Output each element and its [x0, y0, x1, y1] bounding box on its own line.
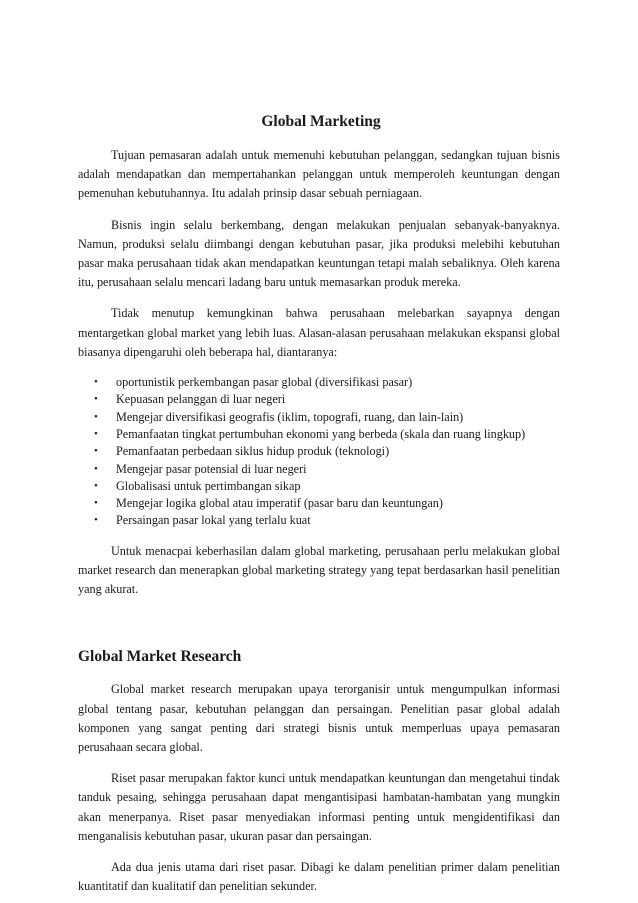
list-item-text: Kepuasan pelanggan di luar negeri [116, 392, 286, 407]
list-item-text: Mengejar logika global atau imperatif (pasar baru dan keuntungan) [116, 496, 443, 511]
list-item-text: Mengejar pasar potensial di luar negeri [116, 461, 307, 476]
bullet-icon: • [94, 393, 98, 406]
list-item [78, 478, 560, 495]
bullet-icon: • [94, 445, 98, 458]
section-paragraph: Ada dua jenis utama dari riset pasar. Dibagi ke dalam penelitian primer dalam penelitian kuantitatif dan kualitatif dan penelitian sekunder. [78, 859, 560, 894]
list-item-text: Persaingan pasar lokal yang terlalu kuat [116, 513, 311, 528]
section-paragraph: Riset pasar merupakan faktor kunci untuk mendapatkan keuntungan dan mengetahui tindak tanduk pesaing, sehingga perusahaan dapat mengantisipasi hambatan-hambatan yang mungkin akan menerpanya. Riset pasar menyediakan informasi penting untuk mengidentifikasi dan menganalisis kebutuhan pasar, ukuran pasar dan persaingan. [78, 771, 560, 843]
list-item-text: oportunistik perkembangan pasar global (diversifikasi pasar) [116, 375, 413, 390]
bullet-icon: • [94, 479, 98, 492]
list-item [78, 426, 560, 443]
bullet-icon: • [94, 497, 98, 510]
reasons-list [78, 374, 560, 530]
bullet-icon: • [94, 410, 98, 423]
list-item-text: Mengejar diversifikasi geografis (iklim, topografi, ruang, dan lain-lain) [116, 409, 464, 424]
bullet-icon: • [94, 462, 98, 475]
list-item [78, 409, 560, 426]
bullet-icon: • [94, 514, 98, 527]
list-item [78, 495, 560, 512]
closing-paragraph: Untuk menacpai keberhasilan dalam global marketing, perusahaan perlu melakukan global market research dan menerapkan global marketing strategy yang tepat berdasarkan hasil penelitian yang akurat. [78, 543, 560, 597]
list-item [78, 374, 560, 391]
list-item [78, 443, 560, 460]
list-item-text: Pemanfaatan tingkat pertumbuhan ekonomi yang berbeda (skala dan ruang lingkup) [116, 426, 526, 441]
intro-paragraph: Tujuan pemasaran adalah untuk memenuhi kebutuhan pelanggan, sedangkan tujuan bisnis adalah mendapatkan dan mempertahankan pelanggan untuk memperoleh keuntungan dengan pemenuhan kebutuhannya. Itu adalah prinsip dasar sebuah perniagaan. [78, 148, 560, 201]
document-title: Global Marketing [261, 113, 381, 130]
list-item-text: Pemanfaatan perbedaan siklus hidup produk (teknologi) [116, 444, 390, 459]
list-item [78, 391, 560, 408]
list-item-text: Globalisasi untuk pertimbangan sikap [116, 478, 301, 493]
bullet-icon: • [94, 376, 98, 389]
bullet-icon: • [94, 427, 98, 440]
list-item [78, 512, 560, 529]
list-item [78, 461, 560, 478]
section-title: Global Market Research [78, 648, 242, 666]
intro-paragraph: Tidak menutup kemungkinan bahwa perusahaan melebarkan sayapnya dengan mentargetkan global market yang lebih luas. Alasan-alasan perusahaan melakukan ekspansi global biasanya dipengaruhi oleh beberapa hal, diantaranya: [78, 306, 560, 359]
intro-paragraph: Bisnis ingin selalu berkembang, dengan melakukan penjualan sebanyak-banyaknya. Namun, produksi selalu diimbangi dengan kebutuhan pasar, jika produksi melebihi kebutuhan pasar maka perusahaan tidak akan mendapatkan keuntungan tetapi malah sebaliknya. Oleh karena itu, perusahaan selalu mencari ladang baru untuk memasarkan produk mereka. [78, 217, 560, 290]
section-paragraph: Global market research merupakan upaya terorganisir untuk mengumpulkan informasi global tentang pasar, kebutuhan pelanggan dan persaingan. Penelitian pasar global adalah komponen yang sangat penting dari strategi bisnis untuk memperluas upaya pemasaran perusahaan secara global. [78, 682, 560, 754]
